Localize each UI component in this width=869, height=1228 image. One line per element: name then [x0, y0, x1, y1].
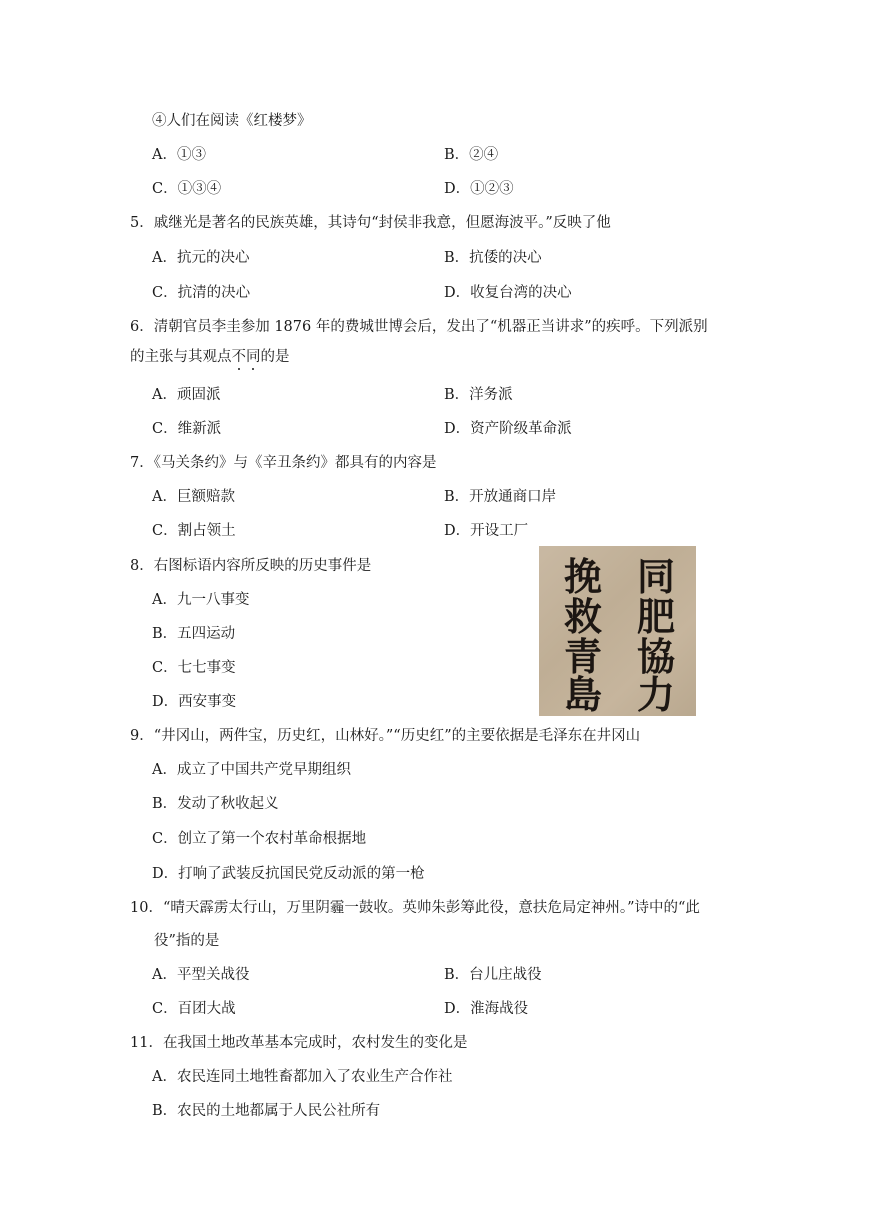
q8-option-a: A．九一八事变 [152, 592, 250, 608]
q11-stem: 11．在我国土地改革基本完成时，农村发生的变化是 [130, 1035, 468, 1051]
slogan-calligraphy [539, 546, 696, 716]
q10-option-d: D．淮海战役 [444, 1001, 529, 1017]
q7-option-b: B．开放通商口岸 [444, 489, 557, 505]
q10-stem-line1: 10．“晴天霹雳太行山，万里阴霾一鼓收。英帅朱彭筹此役，意扶危局定神州。”诗中的“此 [130, 900, 700, 916]
q4-option-a: A．①③ [152, 147, 206, 163]
q9-option-d: D．打响了武装反抗国民党反动派的第一枪 [152, 866, 425, 882]
q11-option-a: A．农民连同土地牲畜都加入了农业生产合作社 [152, 1069, 453, 1085]
q7-stem: 7．《马关条约》与《辛丑条约》都具有的内容是 [130, 455, 437, 471]
slogan-char: 協 [636, 634, 676, 679]
q4-option-b: B．②④ [444, 147, 499, 163]
emphasis-char: 同 [246, 349, 261, 365]
emphasis-char: 不 [231, 349, 246, 365]
q4-option-d: D．①②③ [444, 181, 514, 197]
q5-option-a: A．抗元的决心 [152, 250, 250, 266]
q8-option-c: C．七七事变 [152, 660, 236, 676]
slogan-char: 島 [563, 672, 603, 716]
q5-option-c: C．抗清的决心 [152, 285, 251, 301]
q7-option-a: A．巨额赔款 [152, 489, 235, 505]
q6-option-c: C．维新派 [152, 421, 222, 437]
slogan-char: 救 [563, 594, 603, 639]
q5-stem: 5．戚继光是著名的民族英雄，其诗句“封侯非我意，但愿海波平。”反映了他 [130, 215, 611, 231]
q8-stem: 8．右图标语内容所反映的历史事件是 [130, 558, 372, 574]
q4-option-c: C．①③④ [152, 181, 222, 197]
q6-stem-line2 [130, 347, 290, 367]
q6-option-a: A．顽固派 [152, 387, 221, 403]
slogan-char: 力 [636, 672, 676, 716]
slogan-char: 青 [563, 634, 603, 679]
q10-option-a: A．平型关战役 [152, 967, 250, 983]
q5-option-d: D．收复台湾的决心 [444, 285, 572, 301]
q8-option-b: B．五四运动 [152, 626, 236, 642]
q10-stem-line2: 役”指的是 [154, 933, 220, 949]
q6-stem-text-b: 的是 [260, 349, 290, 365]
q10-option-b: B．台儿庄战役 [444, 967, 542, 983]
q11-option-b: B．农民的土地都属于人民公社所有 [152, 1103, 381, 1119]
slogan-char: 挽 [563, 554, 603, 599]
q6-option-b: B．洋务派 [444, 387, 513, 403]
slogan-char: 同 [636, 554, 676, 599]
q8-option-d: D．西安事变 [152, 694, 237, 710]
slogan-image [539, 546, 696, 716]
q4-option-4-text: ④人们在阅读《红楼梦》 [152, 113, 312, 129]
q7-option-d: D．开设工厂 [444, 523, 529, 539]
q9-stem: 9．“井冈山，两件宝，历史红，山林好。”“历史红”的主要依据是毛泽东在井冈山 [130, 728, 641, 744]
q7-option-c: C．割占领土 [152, 523, 236, 539]
q6-stem-text-a: 的主张与其观点 [130, 349, 232, 365]
q9-option-b: B．发动了秋收起义 [152, 796, 279, 812]
slogan-char: 肥 [636, 594, 676, 639]
q9-option-a: A．成立了中国共产党早期组织 [152, 762, 351, 778]
q5-option-b: B．抗倭的决心 [444, 250, 542, 266]
q10-option-c: C．百团大战 [152, 1001, 236, 1017]
q6-option-d: D．资产阶级革命派 [444, 421, 572, 437]
q6-stem-line1: 6．清朝官员李圭参加 1876 年的费城世博会后，发出了“机器正当讲求”的疾呼。下列派别 [130, 319, 708, 335]
q9-option-c: C．创立了第一个农村革命根据地 [152, 831, 367, 847]
